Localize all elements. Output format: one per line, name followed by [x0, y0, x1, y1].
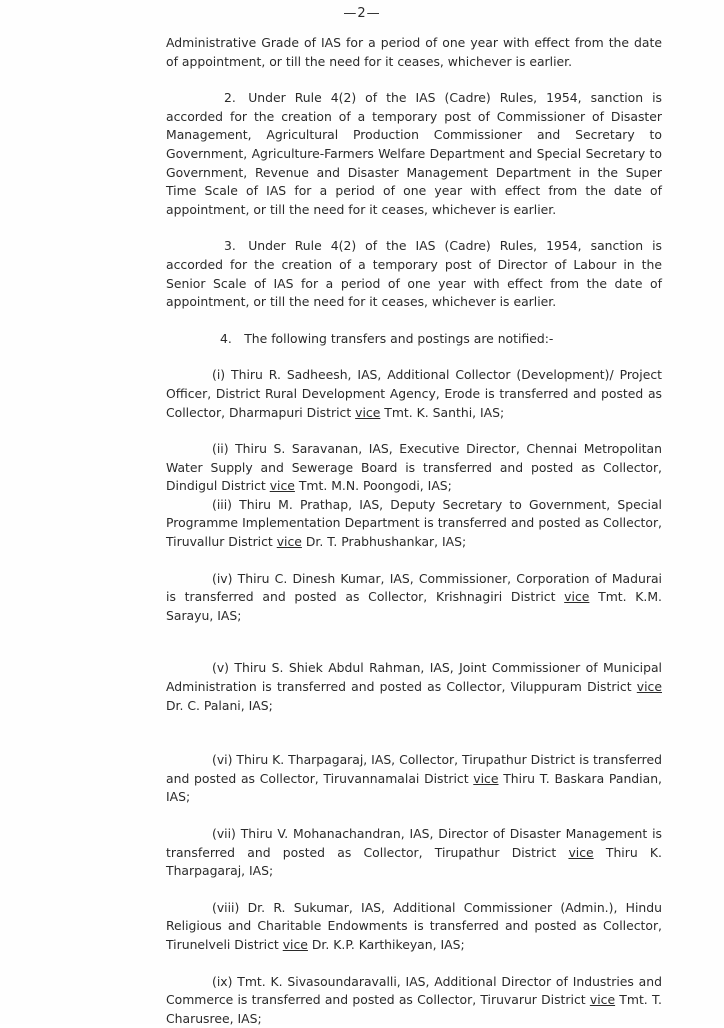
- posting-text: (ix) Tmt. K. Sivasoundaravalli, IAS, Additional Director of Industries and Commerce is transferred and posted as Collector, Tiruvarur District: [166, 973, 662, 1008]
- vice-word: vice: [269, 478, 295, 494]
- paragraph-4: 4. The following transfers and postings are notified:-: [220, 330, 554, 346]
- posting-text: (i) Thiru R. Sadheesh, IAS, Additional Collector (Development)/ Project Officer, District Rural Development Agency, Erode is transferred and posted as Collector, Dharmapuri District: [166, 367, 662, 420]
- vice-word: vice: [636, 679, 662, 695]
- posting-item-iv: [166, 570, 662, 626]
- posting-replaced: Tmt. T. Charusree, IAS;: [166, 992, 662, 1026]
- vice-word: vice: [276, 534, 302, 550]
- vice-word: vice: [568, 844, 594, 860]
- posting-item-i: [166, 366, 662, 422]
- posting-text: (v) Thiru S. Shiek Abdul Rahman, IAS, Joint Commissioner of Municipal Administration is transferred and posted as Collector, Viluppuram District: [166, 660, 662, 695]
- posting-replaced: Tmt. K.M. Sarayu, IAS;: [166, 589, 662, 623]
- posting-replaced: Dr. C. Palani, IAS;: [166, 697, 273, 713]
- posting-text: (iv) Thiru C. Dinesh Kumar, IAS, Commissioner, Corporation of Madurai is transferred and posted as Collector, Krishnagiri District: [166, 570, 662, 605]
- posting-text: (ii) Thiru S. Saravanan, IAS, Executive Director, Chennai Metropolitan Water Supply and Sewerage Board is transferred and posted as Collector, Dindigul District: [166, 441, 662, 494]
- paragraph-2: 2. Under Rule 4(2) of the IAS (Cadre) Rules, 1954, sanction is accorded for the creation of a temporary post of Commissioner of Disaster Management, Agricultural Production Commissioner and Secretary to Government, Agriculture-Farmers Welfare Department and Special Secretary to Government, Revenue and Disaster Management Department in the Super Time Scale of IAS for a period of one year with effect from the date of appointment, or till the need for it ceases, whichever is earlier.: [166, 90, 662, 217]
- posting-text: (iii) Thiru M. Prathap, IAS, Deputy Secretary to Government, Special Programme Implementation Department is transferred and posted as Collector, Tiruvallur District: [166, 496, 662, 550]
- posting-replaced: Dr. K.P. Karthikeyan, IAS;: [307, 936, 465, 952]
- posting-item-viii: [166, 899, 662, 955]
- posting-item-vii: [166, 825, 662, 881]
- posting-replaced: Dr. T. Prabhushankar, IAS;: [301, 534, 467, 550]
- posting-replaced: Thiru K. Tharpagaraj, IAS;: [166, 844, 662, 879]
- posting-item-ix: [166, 973, 662, 1028]
- vice-word: vice: [473, 770, 499, 786]
- vice-word: vice: [355, 404, 381, 420]
- paragraph-3: 3. Under Rule 4(2) of the IAS (Cadre) Rules, 1954, sanction is accorded for the creation of a temporary post of Director of Labour in the Senior Scale of IAS for a period of one year with effect from the date of appointment, or till the need for it ceases, whichever is earlier.: [166, 238, 662, 310]
- vice-word: vice: [564, 589, 590, 605]
- posting-item-v: [166, 659, 662, 715]
- document-body: [166, 34, 662, 1028]
- posting-text: (vi) Thiru K. Tharpagaraj, IAS, Collector, Tirupathur District is transferred and posted as Collector, Tiruvannamalai District: [166, 752, 662, 786]
- posting-item-ii: [166, 440, 662, 496]
- posting-item-iii: [166, 496, 662, 552]
- posting-text: (vii) Thiru V. Mohanachandran, IAS, Director of Disaster Management is transferred and posted as Collector, Tirupathur District: [166, 826, 662, 860]
- posting-text: (viii) Dr. R. Sukumar, IAS, Additional Commissioner (Admin.), Hindu Religious and Charitable Endowments is transferred and posted as Collector, Tirunelveli District: [166, 899, 662, 952]
- posting-replaced: Tmt. K. Santhi, IAS;: [380, 404, 505, 420]
- posting-item-vi: [166, 751, 662, 807]
- page-number: —2—: [343, 6, 381, 21]
- continuation-paragraph: Administrative Grade of IAS for a period of one year with effect from the date of appointment, or till the need for it ceases, whichever is earlier.: [166, 35, 662, 69]
- posting-replaced: Thiru T. Baskara Pandian, IAS;: [166, 770, 662, 805]
- vice-word: vice: [282, 936, 308, 952]
- vice-word: vice: [589, 992, 616, 1008]
- posting-replaced: Tmt. M.N. Poongodi, IAS;: [294, 478, 452, 494]
